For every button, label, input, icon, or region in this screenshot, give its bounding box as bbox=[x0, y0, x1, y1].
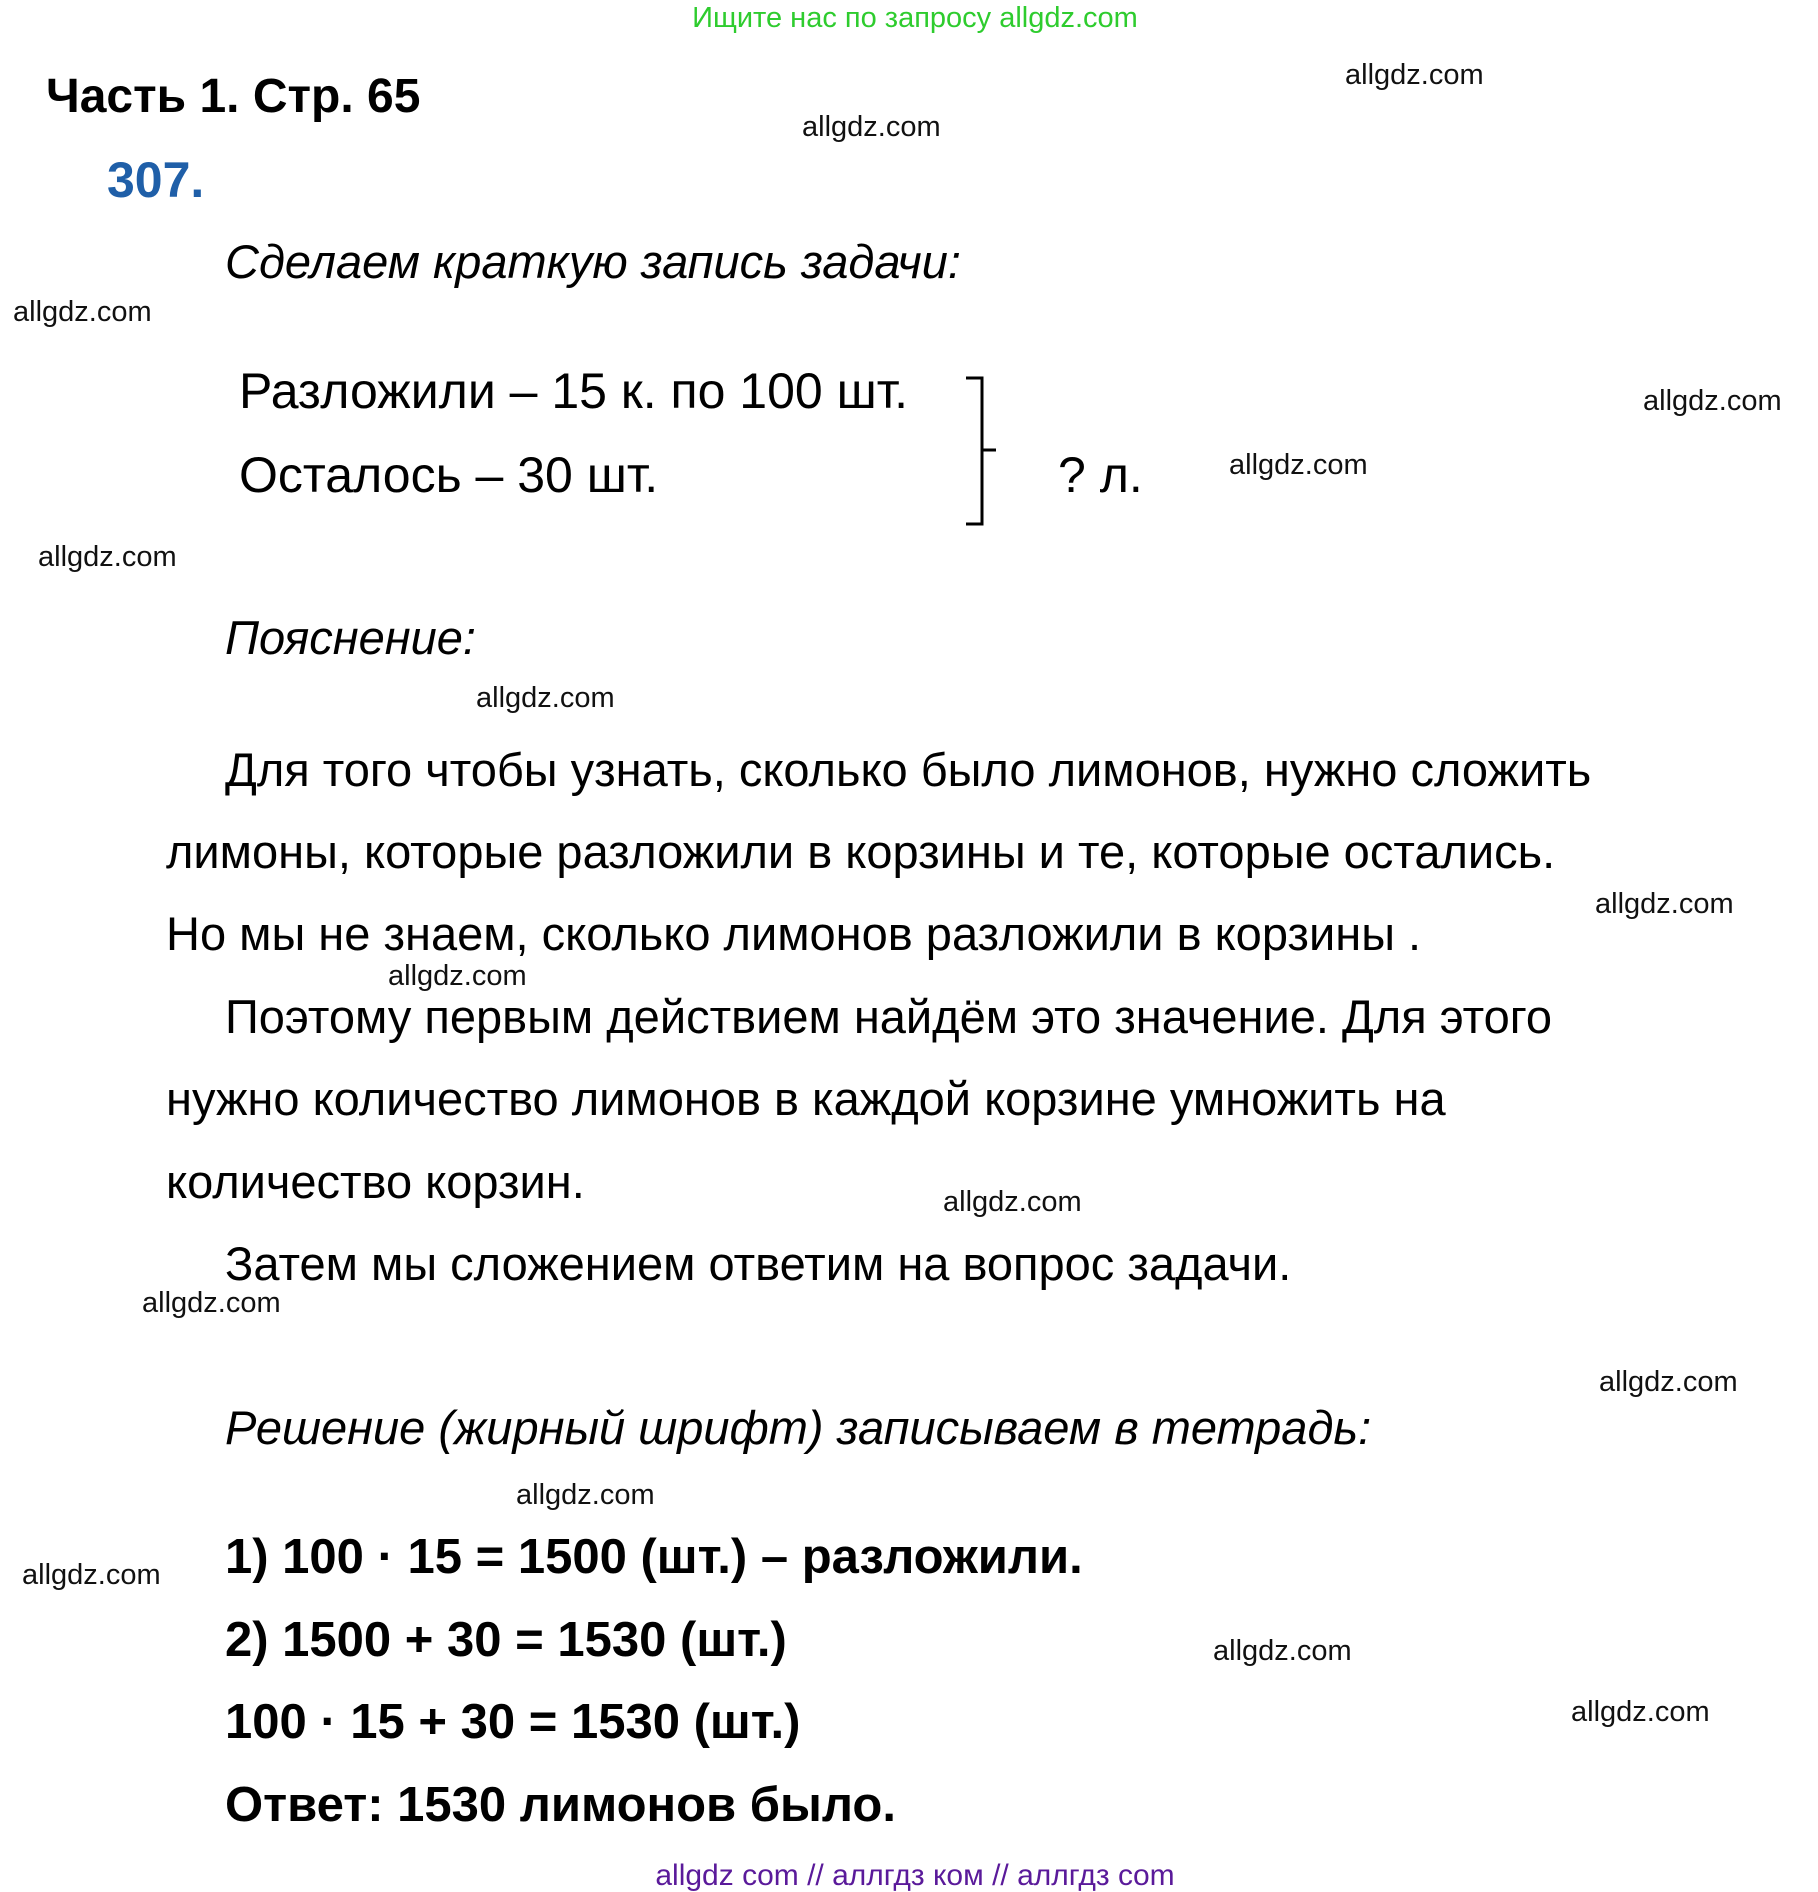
watermark: allgdz.com bbox=[1229, 449, 1368, 481]
search-banner: Ищите нас по запросу allgdz.com bbox=[692, 2, 1138, 34]
record-line-1: Разложили – 15 к. по 100 шт. bbox=[239, 363, 908, 419]
watermark: allgdz.com bbox=[943, 1186, 1082, 1218]
solution-step-1: 1) 100 · 15 = 1500 (шт.) – разложили. bbox=[225, 1530, 1083, 1584]
watermark: allgdz.com bbox=[1595, 888, 1734, 920]
footer-watermark: allgdz com // аллгдз ком // аллгдз com bbox=[655, 1859, 1175, 1892]
record-question: ? л. bbox=[1058, 447, 1143, 503]
watermark: allgdz.com bbox=[476, 682, 615, 714]
watermark: allgdz.com bbox=[13, 296, 152, 328]
task-number: 307. bbox=[107, 152, 205, 208]
page-heading: Часть 1. Стр. 65 bbox=[46, 70, 421, 123]
watermark: allgdz.com bbox=[1571, 1696, 1710, 1728]
explanation-line: Поэтому первым действием найдём это значение. Для этого bbox=[225, 990, 1553, 1043]
watermark: allgdz.com bbox=[802, 111, 941, 143]
explanation-line: лимоны, которые разложили в корзины и те, которые остались. bbox=[166, 825, 1556, 878]
watermark: allgdz.com bbox=[142, 1287, 281, 1319]
explanation-line: нужно количество лимонов в каждой корзине умножить на bbox=[166, 1072, 1446, 1125]
explanation-line: Затем мы сложением ответим на вопрос задачи. bbox=[225, 1237, 1292, 1290]
watermark: allgdz.com bbox=[22, 1559, 161, 1591]
curly-brace bbox=[962, 374, 1002, 530]
watermark: allgdz.com bbox=[388, 960, 527, 992]
solution-answer: Ответ: 1530 лимонов было. bbox=[225, 1778, 896, 1832]
solution-heading: Решение (жирный шрифт) записываем в тетрадь: bbox=[225, 1401, 1372, 1454]
solution-expression: 100 · 15 + 30 = 1530 (шт.) bbox=[225, 1695, 801, 1749]
short-record-heading: Сделаем краткую запись задачи: bbox=[225, 235, 961, 288]
watermark: allgdz.com bbox=[1213, 1635, 1352, 1667]
watermark: allgdz.com bbox=[1599, 1366, 1738, 1398]
explanation-line: Но мы не знаем, сколько лимонов разложили в корзины . bbox=[166, 907, 1422, 960]
explanation-line: Для того чтобы узнать, сколько было лимонов, нужно сложить bbox=[225, 743, 1592, 796]
watermark: allgdz.com bbox=[38, 541, 177, 573]
solution-step-2: 2) 1500 + 30 = 1530 (шт.) bbox=[225, 1613, 787, 1667]
explanation-heading: Пояснение: bbox=[225, 611, 476, 664]
record-line-2: Осталось – 30 шт. bbox=[239, 447, 659, 503]
watermark: allgdz.com bbox=[1345, 59, 1484, 91]
explanation-line: количество корзин. bbox=[166, 1155, 585, 1208]
watermark: allgdz.com bbox=[516, 1479, 655, 1511]
watermark: allgdz.com bbox=[1643, 385, 1782, 417]
